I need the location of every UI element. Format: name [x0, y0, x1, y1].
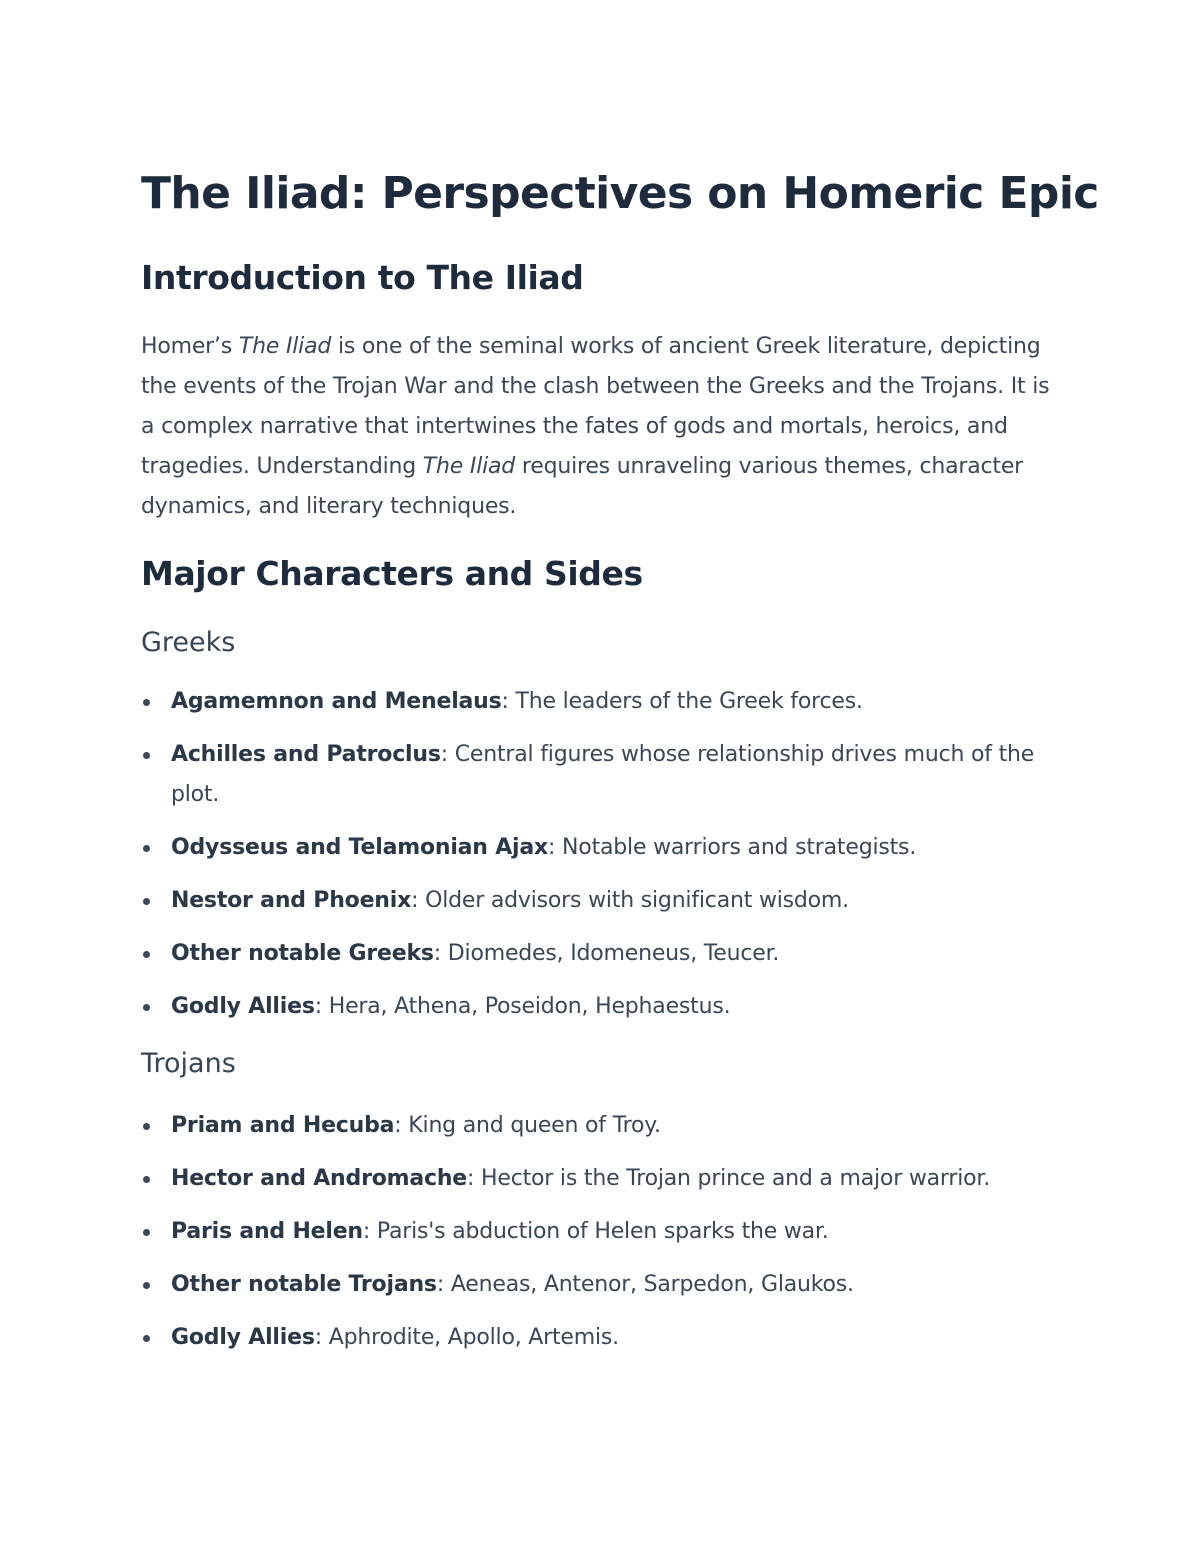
list-item	[141, 735, 1061, 815]
bullet-icon	[143, 1123, 150, 1130]
list-item	[141, 881, 1061, 921]
list-item	[141, 934, 1061, 974]
list-item	[141, 682, 1061, 722]
trojans-heading: Trojans	[141, 1048, 236, 1079]
intro-text-1: Homer’s	[141, 334, 239, 359]
list-item-term: Paris and Helen	[171, 1219, 363, 1244]
list-item	[141, 1265, 1061, 1305]
list-item-desc: : Hector is the Trojan prince and a major warrior.	[467, 1166, 990, 1191]
trojans-list	[141, 1106, 1061, 1358]
list-item-desc: : Diomedes, Idomeneus, Teucer.	[433, 941, 780, 966]
list-item-term: Priam and Hecuba	[171, 1113, 395, 1138]
bullet-icon	[143, 951, 150, 958]
list-item-term: Other notable Trojans	[171, 1272, 437, 1297]
bullet-icon	[143, 1176, 150, 1183]
list-item	[141, 1159, 1061, 1199]
list-item-desc: : King and queen of Troy.	[394, 1113, 661, 1138]
list-item-desc: : The leaders of the Greek forces.	[501, 689, 863, 714]
list-item-term: Godly Allies	[171, 1325, 315, 1350]
list-item-desc: : Hera, Athena, Poseidon, Hephaestus.	[314, 994, 731, 1019]
list-item-desc: : Aeneas, Antenor, Sarpedon, Glaukos.	[436, 1272, 854, 1297]
greeks-heading: Greeks	[141, 627, 236, 658]
list-item-desc: : Notable warriors and strategists.	[548, 835, 917, 860]
list-item-term: Other notable Greeks	[171, 941, 434, 966]
bullet-icon	[143, 898, 150, 905]
list-item-desc: : Older advisors with significant wisdom.	[411, 888, 849, 913]
intro-heading: Introduction to The Iliad	[141, 258, 584, 297]
list-item-term: Achilles and Patroclus	[171, 742, 441, 767]
list-item-desc: : Central figures whose relationship drives much of the plot.	[171, 742, 1035, 807]
bullet-icon	[143, 845, 150, 852]
list-item-term: Hector and Andromache	[171, 1166, 468, 1191]
greeks-list	[141, 682, 1061, 1027]
list-item	[141, 987, 1061, 1027]
list-item-desc: : Aphrodite, Apollo, Artemis.	[314, 1325, 619, 1350]
list-item-desc: : Paris's abduction of Helen sparks the war.	[362, 1219, 829, 1244]
bullet-icon	[143, 1335, 150, 1342]
bullet-icon	[143, 1004, 150, 1011]
bullet-icon	[143, 1282, 150, 1289]
intro-title-italic-2: The Iliad	[422, 454, 516, 479]
list-item	[141, 1106, 1061, 1146]
list-item	[141, 828, 1061, 868]
list-item-term: Agamemnon and Menelaus	[171, 689, 502, 714]
bullet-icon	[143, 699, 150, 706]
intro-text-2: is one of the seminal works of ancient Greek literature, depicting the events of the Trojan War and the clash between the Greeks and the Trojans. It is a complex narrative that intertwines the fates of gods and mortals, heroics, and tragedies. Understanding	[141, 334, 1050, 479]
document-title: The Iliad: Perspectives on Homeric Epic	[141, 168, 1099, 219]
intro-paragraph	[141, 327, 1061, 527]
list-item-term: Odysseus and Telamonian Ajax	[171, 835, 549, 860]
intro-text-3: requires unraveling various themes, character dynamics, and literary techniques.	[141, 454, 1024, 519]
list-item	[141, 1212, 1061, 1252]
intro-title-italic-1: The Iliad	[238, 334, 332, 359]
list-item-term: Nestor and Phoenix	[171, 888, 412, 913]
list-item-term: Godly Allies	[171, 994, 315, 1019]
characters-heading: Major Characters and Sides	[141, 554, 643, 593]
list-item	[141, 1318, 1061, 1358]
bullet-icon	[143, 752, 150, 759]
bullet-icon	[143, 1229, 150, 1236]
